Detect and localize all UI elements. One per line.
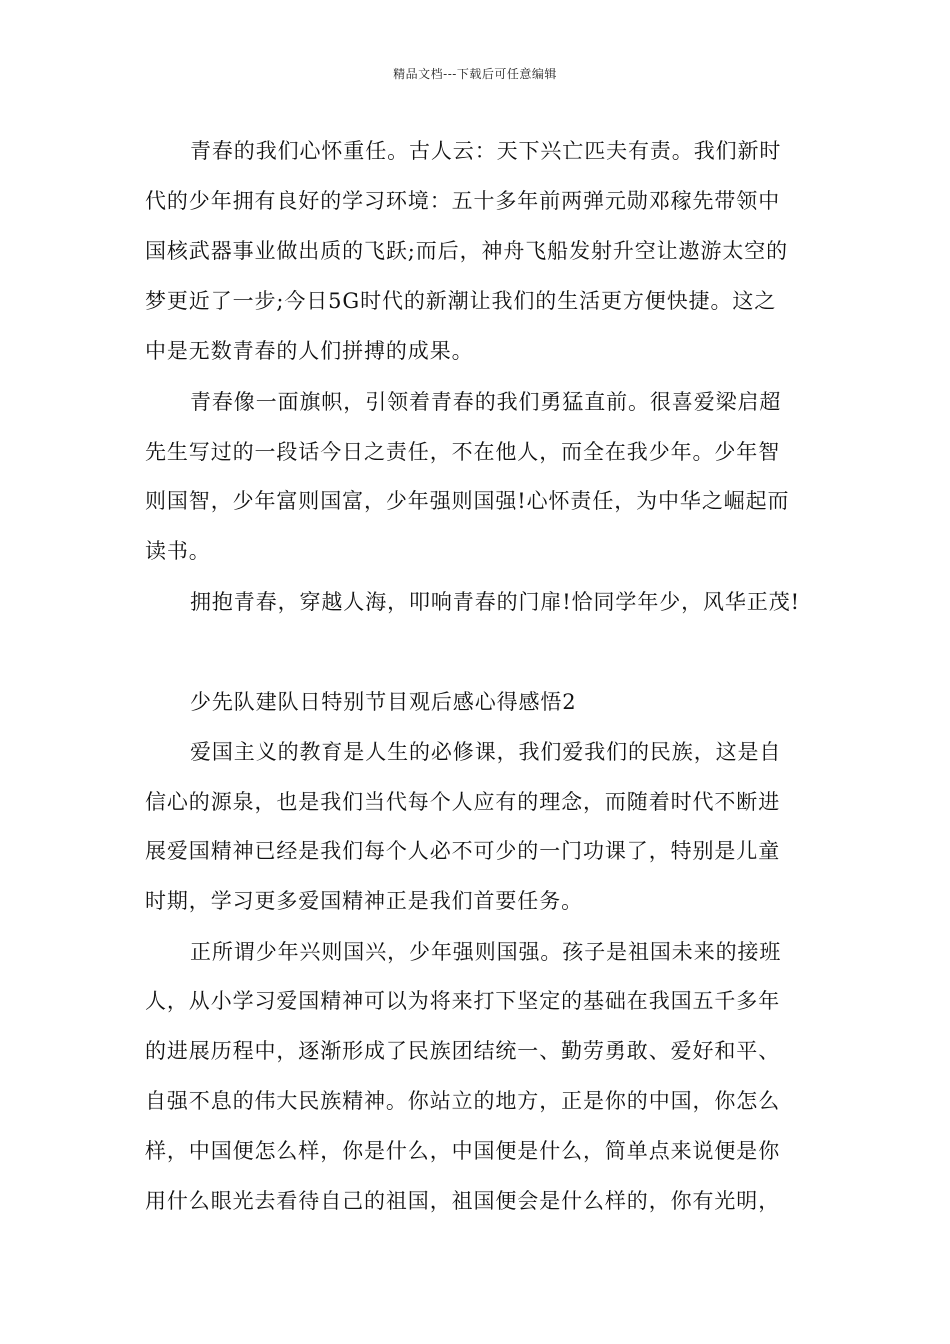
paragraph-line: 信心的源泉，也是我们当代每个人应有的理念，而随着时代不断进	[145, 790, 781, 814]
paragraph-line: 时期，学习更多爱国精神正是我们首要任务。	[145, 889, 583, 913]
paragraph-line: 用什么眼光去看待自己的祖国，祖国便会是什么样的，你有光明，	[145, 1189, 781, 1213]
paragraph-line: 样，中国便怎么样，你是什么，中国便是什么，简单点来说便是你	[145, 1139, 781, 1163]
page-header: 精品文档---下载后可任意编辑	[393, 67, 557, 81]
paragraph-line: 展爱国精神已经是我们每个人必不可少的一门功课了，特别是儿童	[145, 839, 781, 863]
section-title: 少先队建队日特别节目观后感心得感悟2	[190, 690, 577, 714]
paragraph-line: 青春的我们心怀重任。古人云：天下兴亡匹夫有责。我们新时	[190, 139, 782, 163]
paragraph-line: 先生写过的一段话今日之责任，不在他人，而全在我少年。少年智	[145, 440, 781, 464]
paragraph-line: 的进展历程中，逐渐形成了民族团结统一、勤劳勇敢、爱好和平、	[145, 1039, 781, 1063]
paragraph-line: 则国智，少年富则国富，少年强则国强!心怀责任，为中华之崛起而	[145, 489, 790, 513]
paragraph-line: 中是无数青春的人们拼搏的成果。	[145, 339, 474, 363]
paragraph-line: 青春像一面旗帜，引领着青春的我们勇猛直前。很喜爱梁启超	[190, 390, 782, 414]
paragraph-line: 拥抱青春，穿越人海，叩响青春的门扉!恰同学年少，风华正茂!	[190, 590, 800, 614]
paragraph-line: 国核武器事业做出质的飞跃;而后，神舟飞船发射升空让遨游太空的	[145, 239, 789, 263]
paragraph-line: 读书。	[145, 539, 211, 563]
paragraph-line: 爱国主义的教育是人生的必修课，我们爱我们的民族，这是自	[190, 740, 782, 764]
paragraph-line: 代的少年拥有良好的学习环境：五十多年前两弹元勋邓稼先带领中	[145, 189, 781, 213]
paragraph-line: 人，从小学习爱国精神可以为将来打下坚定的基础在我国五千多年	[145, 989, 781, 1013]
paragraph-line: 正所谓少年兴则国兴，少年强则国强。孩子是祖国未来的接班	[190, 940, 782, 964]
paragraph-line: 自强不息的伟大民族精神。你站立的地方，正是你的中国，你怎么	[145, 1089, 781, 1113]
paragraph-line: 梦更近了一步;今日5G时代的新潮让我们的生活更方便快捷。这之	[145, 289, 777, 313]
